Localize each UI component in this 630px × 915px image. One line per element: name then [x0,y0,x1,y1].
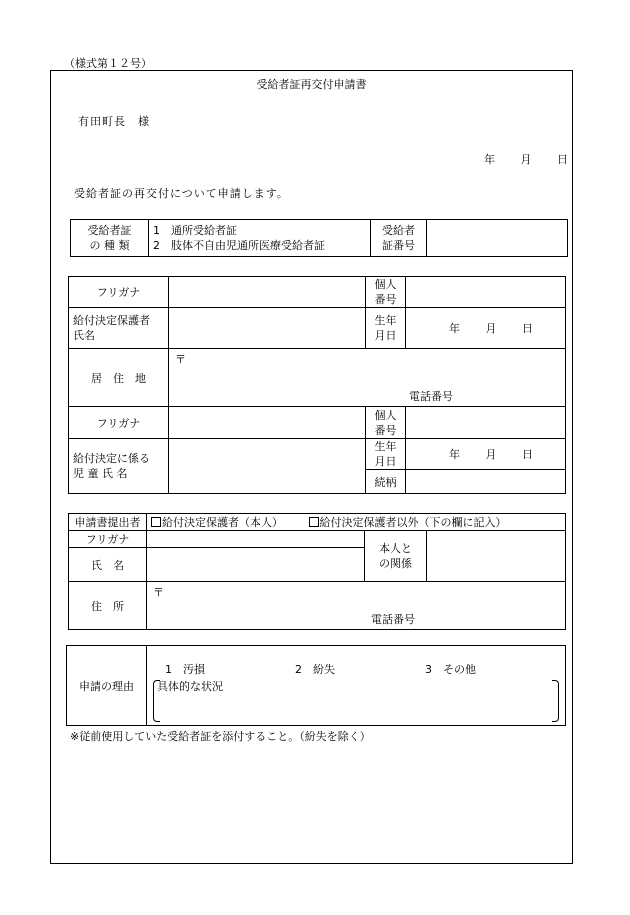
form-title: 受給者証再交付申請書 [256,78,367,91]
submitter-relation-field[interactable] [427,531,566,582]
submitter-furigana-field[interactable] [147,531,365,548]
child-individual-label: 個人 番号 [366,407,406,439]
birth-day-label: 日 [522,322,533,335]
birth-month-label: 月 [485,322,497,335]
reason-option-2[interactable]: 2 紛失 [295,663,335,676]
left-bracket [153,680,160,722]
child-birth-label: 生年 月日 [366,439,406,470]
submitter-address-field[interactable] [147,582,566,630]
residence-field[interactable] [169,349,566,407]
child-birth-date-field[interactable] [406,439,566,470]
child-name-label: 給付決定に係る 児 童 氏 名 [69,439,169,494]
guardian-individual-label: 個人 番号 [366,277,406,308]
cert-number-label: 受給者 証番号 [371,220,427,257]
reason-table [66,645,566,726]
cert-type-label: 受給者証 の 種 類 [71,220,149,257]
submitter-options [147,514,566,531]
child-name-field[interactable] [169,439,366,494]
postal-mark: 〒 [175,353,186,366]
guardian-furigana-label: フリガナ [69,277,169,308]
child-birth-day-label: 日 [522,448,533,461]
reason-option-3[interactable]: 3 その他 [425,663,476,676]
cert-option-2[interactable]: 2 肢体不自由児通所医療受給者証 [153,239,325,252]
date-month-label: 月 [520,153,532,166]
submitter-furigana-label: フリガナ [69,531,147,548]
cert-option-1[interactable]: 1 通所受給者証 [153,224,237,237]
submitter-postal-mark: 〒 [153,586,164,599]
submitter-relation-label: 本人と の関係 [365,531,427,582]
guardian-individual-number-field[interactable] [406,277,566,308]
residence-label: 居 住 地 [69,349,169,407]
cert-number-field[interactable] [427,220,568,257]
submitter-option-self[interactable]: 給付決定保護者（本人） [151,516,283,529]
child-furigana-label: フリガナ [69,407,169,439]
submitter-name-field[interactable] [147,548,365,582]
submitter-phone-label: 電話番号 [371,613,415,626]
certificate-table [70,219,568,257]
reason-option-1[interactable]: 1 汚損 [165,663,205,676]
application-date [462,151,568,167]
guardian-furigana-field[interactable] [169,277,366,308]
addressee: 有田町長 様 [78,115,150,128]
date-year-label: 年 [484,153,495,166]
relationship-field[interactable] [406,470,566,494]
submitter-table [68,513,566,630]
cert-type-options[interactable] [149,220,371,257]
phone-label: 電話番号 [409,390,453,403]
guardian-birth-date-field[interactable] [406,308,566,349]
submitter-address-label: 住 所 [69,582,147,630]
reason-label: 申請の理由 [67,646,147,726]
intro-text: 受給者証の再交付について申請します。 [74,187,289,200]
relationship-label: 続柄 [366,470,406,494]
guardian-table [68,276,566,494]
right-bracket [552,680,559,722]
form-code: （様式第１２号） [64,57,152,70]
detail-label: 具体的な状況 [157,680,223,693]
submitter-label: 申請書提出者 [69,514,147,531]
date-day-label: 日 [557,153,568,166]
reason-field[interactable] [147,646,566,726]
submitter-name-label: 氏 名 [69,548,147,582]
child-furigana-field[interactable] [169,407,366,439]
checkbox-other[interactable] [309,517,319,527]
child-birth-month-label: 月 [485,448,497,461]
checkbox-self[interactable] [151,517,161,527]
child-birth-year-label: 年 [449,448,460,461]
footnote: ※従前使用していた受給者証を添付すること。（紛失を除く） [70,730,371,743]
guardian-name-field[interactable] [169,308,366,349]
guardian-birth-label: 生年 月日 [366,308,406,349]
guardian-name-label: 給付決定保護者 氏名 [69,308,169,349]
child-individual-number-field[interactable] [406,407,566,439]
birth-year-label: 年 [449,322,460,335]
submitter-option-other[interactable]: 給付決定保護者以外（下の欄に記入） [309,516,507,529]
